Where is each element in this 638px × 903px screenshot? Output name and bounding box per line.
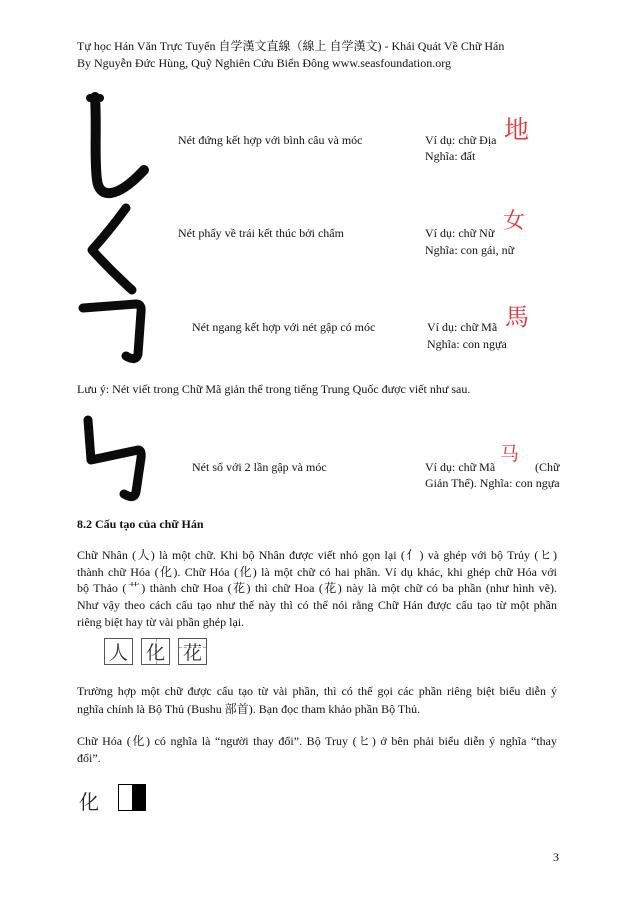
radical-position-highlight [132,785,145,810]
section-heading: 8.2 Cấu tạo của chữ Hán [77,517,204,531]
stroke-meaning: Nghĩa: đất [425,149,476,163]
stroke-description: Nét phẩy về trái kết thúc bởi chấm [178,226,344,240]
char-box-character: 化 [145,642,165,664]
paragraph-line: nghĩa chính là Bộ Thủ (Bushu 部首). Bạn đọc tham khảo phần Bộ Thủ. [77,702,421,716]
paragraph-line: Trường hợp một chữ được cấu tạo từ vài phần, thì có thể gọi các phần riêng biệt biểu diễn ý [77,684,557,698]
stroke-example: Ví dụ: chữ Địa [425,133,497,147]
simplified-note: Lưu ý: Nét viết trong Chữ Mã giản thể trong tiếng Trung Quốc được viết như sau. [77,382,471,396]
stroke-description: Nét đứng kết hợp với bình câu và móc [178,133,363,147]
paragraph-line: bộ Thảo (艹) thành chữ Hoa (花) thì chữ Hoa (花) này là một chữ có ba phần (như hình vẽ). [77,581,557,595]
stroke-example: Ví dụ: chữ Nữ [425,226,495,240]
example-character: 馬 [505,303,529,331]
stroke-meaning: Nghĩa: con ngựa [427,337,507,351]
char-box-nhan [104,638,133,665]
stroke-example: Ví dụ: chữ Mã [427,320,498,334]
paragraph-line: đổi”. [77,751,101,765]
char-box-character: 人 [108,642,128,664]
char-box-character: 花 [182,642,202,664]
stroke-example-suffix: (Chữ [535,460,560,474]
page-number: 3 [553,850,559,864]
paragraph-line: Như vậy theo cách cấu tạo như thế này thì có thể nói rằng Chữ Hán được cấu tạo từ một phần [77,598,557,612]
paragraph-line: Chữ Nhân (人) là một chữ. Khi bộ Nhân được viết nhỏ gọn lại (亻) và ghép với bộ Trủy (ヒ) [77,548,557,562]
example-character: 马 [500,443,520,465]
figure-character: 化 [79,790,99,814]
char-box-hoa-flower [178,638,207,665]
stroke-example: Ví dụ: chữ Mã [425,460,496,474]
stroke-description: Nét sổ với 2 lần gập và móc [192,460,327,474]
paragraph-line: Chữ Hóa (化) có nghĩa là “người thay đổi”. Bộ Truy (ヒ) ở bên phải biểu diễn ý nghĩa “thay [77,734,557,748]
paragraph-line: thành chữ Hóa (化). Chữ Hóa (化) là một chữ có hai phần. Ví dụ khác, khi ghép chữ Hóa với [77,565,557,579]
stroke-meaning: Nghĩa: con gái, nữ [425,243,515,257]
header-title-line: Tự học Hán Văn Trực Tuyến 自学漢文直線（線上 自学漢文) - Khái Quát Về Chữ Hán [77,39,505,53]
char-box-hoa-change [141,638,170,665]
stroke-image-vertical-hook [78,92,150,204]
stroke-image-left-fall-dot [80,202,145,297]
paragraph-line: riêng biệt hay từ vài phần ghép lại. [77,615,245,629]
example-character: 地 [504,115,530,144]
stroke-meaning: Giản Thể). Nghĩa: con ngựa [425,476,560,490]
stroke-image-vertical-two-turns-hook [78,414,153,504]
example-character: 女 [503,209,526,234]
header-author-line: By Nguyễn Đức Hùng, Quỹ Nghiên Cứu Biển Đông www.seasfoundation.org [77,56,451,70]
stroke-image-horizontal-turn-hook [78,296,153,371]
radical-position-diagram [118,784,146,811]
stroke-description: Nét ngang kết hợp với nét gập có móc [192,320,376,334]
